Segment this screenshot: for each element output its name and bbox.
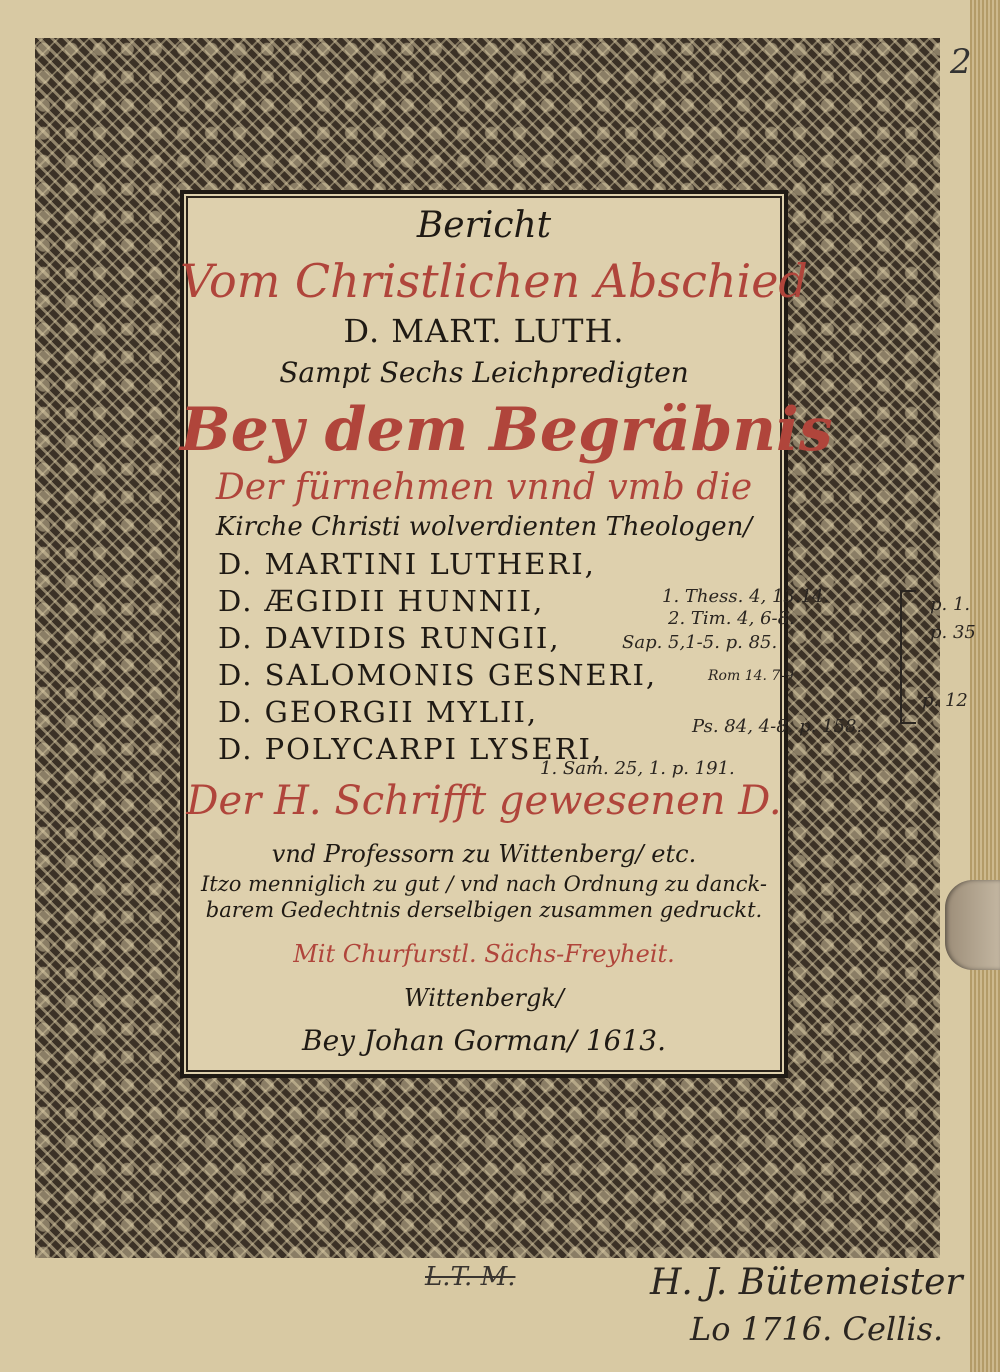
title-line-4: Sampt Sechs Leichpredigten [279,356,689,389]
marginal-note: Rom 14. 7-9 [708,668,794,684]
privilege-line: Mit Churfurstl. Sächs-Freyheit. [293,940,675,968]
marginal-note: 2. Tim. 4, 6-8. [668,608,795,629]
title-line-5: Bey dem Begräbnis [180,395,833,465]
bracket-mark [900,590,916,724]
theologian-name: D. DAVIDIS RUNGII, [218,621,561,655]
title-line-3: D. MART. LUTH. [343,312,625,350]
title-line-9: vnd Professorn zu Wittenberg/ etc. [271,840,697,868]
imprint-printer: Bey Johan Gorman/ 1613. [302,1024,666,1057]
title-line-8: Der H. Schrifft gewesenen D. [186,778,782,824]
marginal-note: Sap. 5,1-5. p. 85. [622,632,778,653]
page-edge [970,0,1000,1372]
theologian-name: D. ÆGIDII HUNNII, [218,584,545,618]
marginal-note: 1. Sam. 25, 1. p. 191. [540,758,735,779]
title-line-2: Vom Christlichen Abschied [180,254,808,308]
imprint-place: Wittenbergk/ [404,984,564,1012]
page-reference: p. 12 [922,690,968,711]
theologian-name: D. POLYCARPI LYSERI, [218,732,604,766]
ownership-inscription-date: Lo 1716. Cellis. [690,1310,944,1348]
title-line-1: Bericht [416,205,552,246]
title-line-11: barem Gedechtnis derselbigen zusammen gedruckt. [205,898,763,922]
title-line-10: Itzo menniglich zu gut / vnd nach Ordnung zu danck- [200,872,768,896]
title-line-7: Kirche Christi wolverdienten Theologen/ [215,512,753,542]
ownership-inscription: H. J. Bütemeister [650,1262,963,1303]
title-line-6: Der fürnehmen vnnd vmb die [215,467,753,508]
page-reference: p. 35 [930,622,976,643]
theologian-name: D. MARTINI LUTHERI, [218,547,596,581]
folio-number: 2 [950,42,972,82]
page-reference: p. 1. [930,594,971,615]
book-clasp [945,880,1000,970]
struck-inscription: L.T. M. [425,1262,516,1292]
marginal-note: Ps. 84, 4-8. p. 158. [692,716,863,737]
marginal-note: 1. Thess. 4, 13.14. [662,586,830,607]
theologian-name: D. GEORGII MYLII, [218,695,539,729]
theologian-name: D. SALOMONIS GESNERI, [218,658,658,692]
